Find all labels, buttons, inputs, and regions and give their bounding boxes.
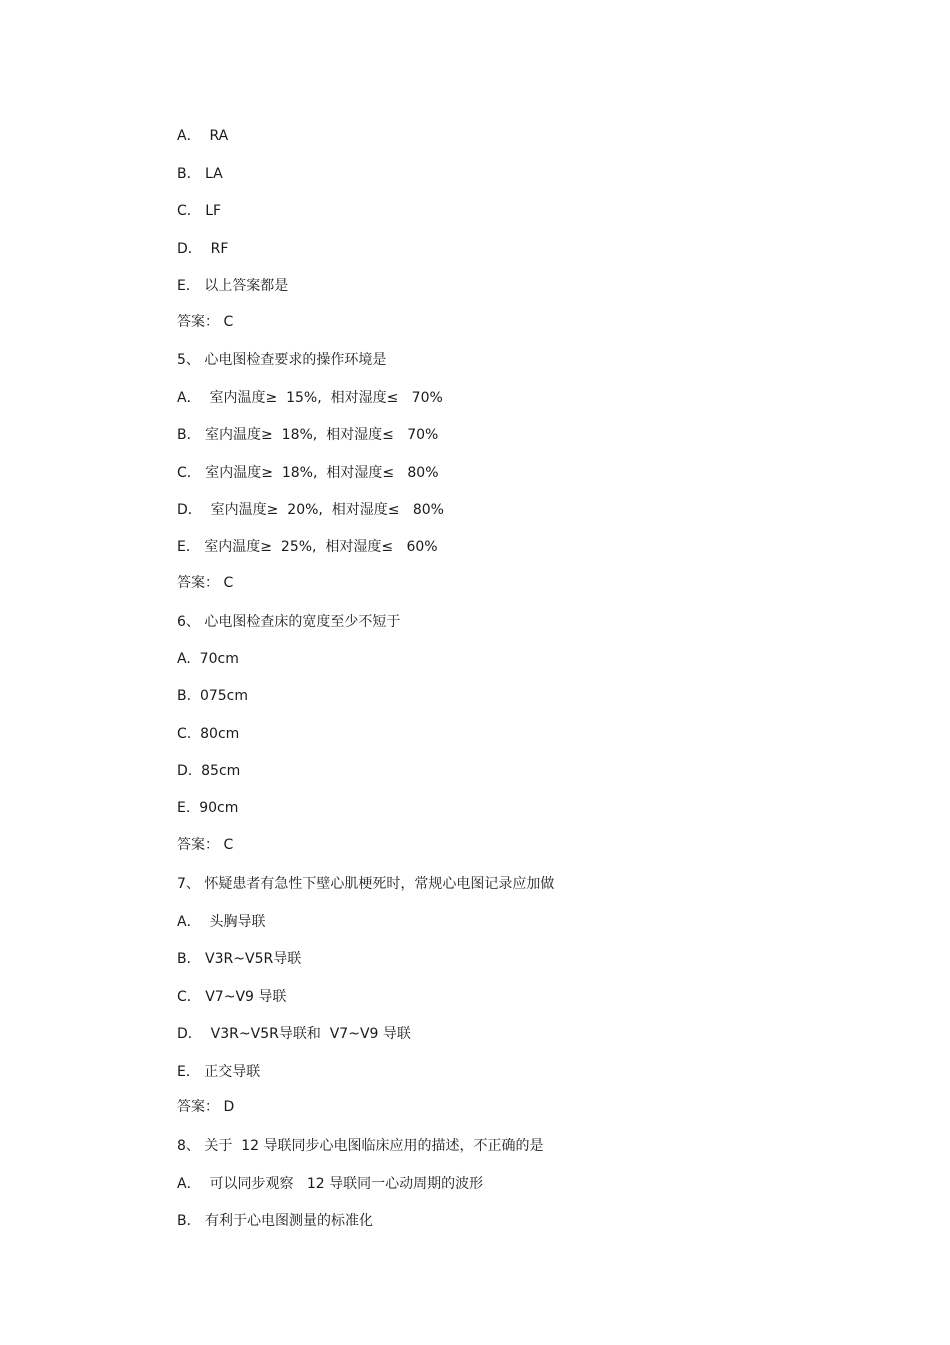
question-8-option-b: B． 有利于心电图测量的标准化: [177, 1213, 374, 1229]
question-5-answer: 答案： C: [177, 575, 234, 591]
question-5-option-b: B． 室内温度≥ 18%, 相对湿度≤ 70%: [177, 427, 439, 443]
question-4-option-b: B． LA: [177, 166, 223, 182]
question-7-option-e: E． 正交导联: [177, 1064, 261, 1080]
question-4-option-d: D． RF: [177, 241, 229, 257]
question-7-option-b: B． V3R~V5R导联: [177, 951, 302, 967]
question-6-answer: 答案： C: [177, 837, 234, 853]
question-7-option-a: A． 头胸导联: [177, 914, 266, 930]
question-6-option-c: C. 80cm: [177, 726, 240, 742]
question-7-answer: 答案： D: [177, 1099, 235, 1115]
question-4-option-c: C． LF: [177, 203, 222, 219]
question-6-option-e: E. 90cm: [177, 800, 239, 816]
question-5-option-c: C． 室内温度≥ 18%, 相对湿度≤ 80%: [177, 465, 439, 481]
question-7-option-c: C． V7~V9 导联: [177, 989, 287, 1005]
question-7-stem: 7、 怀疑患者有急性下壁心肌梗死时，常规心电图记录应加做: [177, 876, 555, 892]
question-5-option-d: D． 室内温度≥ 20%, 相对湿度≤ 80%: [177, 502, 444, 518]
question-8-stem: 8、 关于 12 导联同步心电图临床应用的描述，不正确的是: [177, 1138, 544, 1154]
question-7-option-d: D． V3R~V5R导联和 V7~V9 导联: [177, 1026, 411, 1042]
question-8-option-a: A． 可以同步观察 12 导联同一心动周期的波形: [177, 1176, 484, 1192]
question-5-option-e: E． 室内温度≥ 25%, 相对湿度≤ 60%: [177, 539, 438, 555]
question-4-answer: 答案： C: [177, 314, 234, 330]
question-6-option-b: B. 075cm: [177, 688, 249, 704]
question-6-option-a: A. 70cm: [177, 651, 239, 667]
question-5-option-a: A． 室内温度≥ 15%, 相对湿度≤ 70%: [177, 390, 443, 406]
question-4-option-e: E． 以上答案都是: [177, 278, 289, 294]
question-4-option-a: A． RA: [177, 128, 229, 144]
question-6-stem: 6、 心电图检查床的宽度至少不短于: [177, 614, 401, 630]
question-6-option-d: D. 85cm: [177, 763, 241, 779]
question-5-stem: 5、 心电图检查要求的操作环境是: [177, 352, 387, 368]
